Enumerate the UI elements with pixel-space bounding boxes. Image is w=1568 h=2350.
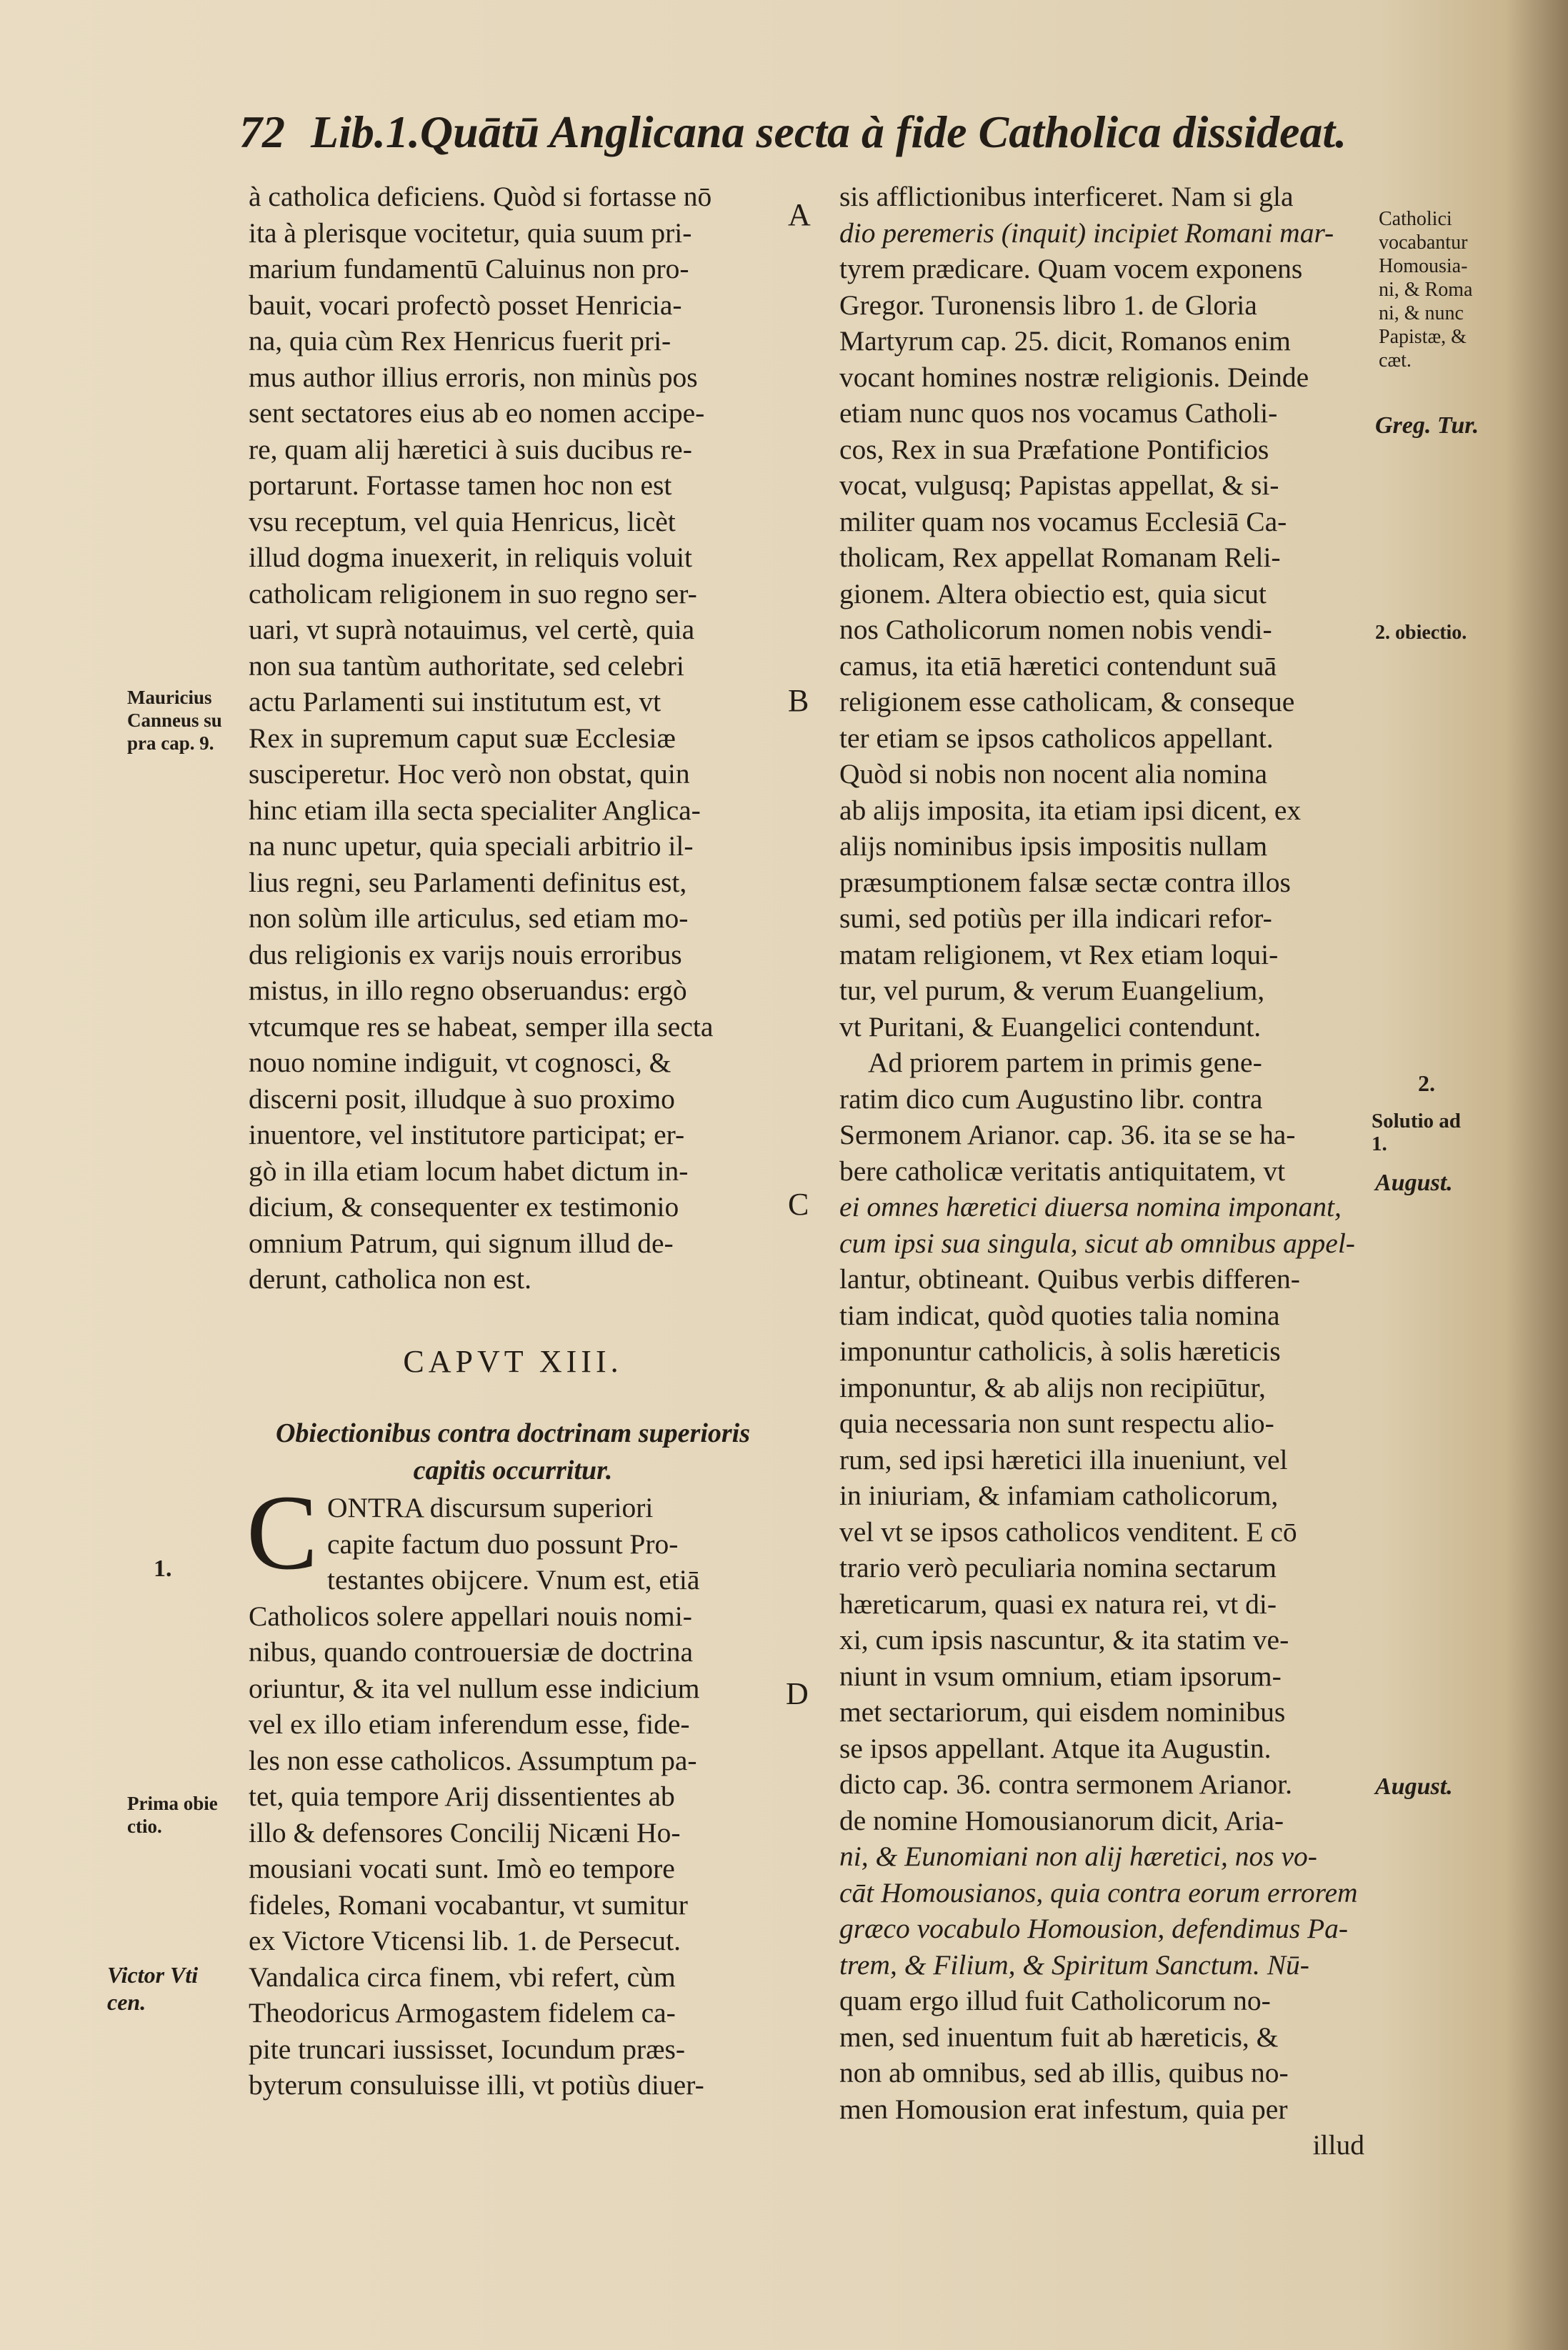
text-line: na nunc upetur, quia speciali arbitrio il- [249,830,694,862]
chapter-subtitle-line: Obiectionibus contra doctrinam superioris [275,1418,751,1448]
text-line: vocat, vulgusq; Papistas appellat, & si- [839,469,1279,501]
text-line: vsu receptum, vel quia Henricus, licèt [249,505,676,537]
text-line: ab alijs imposita, ita etiam ipsi dicent, ex [839,794,1302,826]
running-header [239,100,1397,164]
text-line: inuentore, vel institutore participat; er- [249,1119,685,1150]
text-line: vel vt se ipsos catholicos venditent. E cō [839,1515,1297,1548]
text-line: Gregor. Turonensis libro 1. de Gloria [839,289,1257,321]
margin-note-catholici: Catholici vocabantur Homousia- ni, & Roma ni, & nunc Papistæ, & cæt. [1379,208,1473,372]
text-line: græco vocabulo Homousion, defendimus Pa- [839,1913,1349,1944]
text-line: imponuntur, & ab alijs non recipiūtur, [839,1371,1266,1403]
text-line: trario verò peculiaria nomina sectarum [839,1552,1277,1583]
text-line: vocant homines nostræ religionis. Deinde [839,361,1309,393]
text-line: met sectariorum, qui eisdem nominibus [839,1696,1286,1728]
text-line: Theodoricus Armogastem fidelem ca- [249,1997,676,2028]
text-line: tur, vel purum, & verum Euangelium, [839,975,1265,1006]
text-line: nouo nomine indiguit, vt cognosci, & [249,1047,671,1078]
text-line: ONTRA discursum superiori [327,1492,654,1523]
text-line: les non esse catholicos. Assumptum pa- [249,1744,697,1776]
text-line: tet, quia tempore Arij dissentientes ab [249,1781,675,1812]
text-line: Quòd si nobis non nocent alia nomina [839,758,1267,790]
text-line: Ad priorem partem in primis gene- [868,1047,1262,1078]
text-line: re, quam alij hæretici à suis ducibus re- [249,433,692,465]
text-line: se ipsos appellant. Atque ita Augustin. [839,1732,1272,1764]
text-line: ita à plerisque vocitetur, quia suum pri- [249,216,692,249]
text-line: hinc etiam illa secta specialiter Anglica- [249,794,701,826]
text-line: portarunt. Fortasse tamen hoc non est [249,469,672,501]
margin-note-2: 2. [1418,1070,1435,1096]
text-line: catholicam religionem in suo regno ser- [249,577,697,609]
text-line: tholicam, Rex appellat Romanam Reli- [839,542,1281,573]
text-line: hæreticarum, quasi ex natura rei, vt di- [839,1588,1277,1620]
text-line: byterum consuluisse illi, vt potiùs diuer- [249,2069,704,2101]
text-line: men, sed inuentum fuit ab hæreticis, & [839,2021,1279,2053]
text-line: cāt Homousianos, quia contra eorum errorem [839,1876,1358,1908]
section-mark-b: B [788,683,809,718]
text-line: men Homousion erat infestum, quia per [839,2093,1288,2125]
text-line: alijs nominibus ipsis impositis nullam [839,830,1268,862]
text-line: non sua tantùm authoritate, sed celebri [249,649,684,682]
section-mark-c: C [788,1187,809,1222]
text-line: gionem. Altera obiectio est, quia sicut [839,577,1267,609]
margin-note-august-1: August. [1375,1170,1453,1196]
text-line: illo & defensores Concilij Nicæni Ho- [249,1816,681,1848]
margin-note-victor: Victor Vti cen. [107,1962,199,2015]
text-line: testantes obijcere. Vnum est, etiā [327,1564,700,1595]
page-number: 72 [239,106,285,157]
text-line: matam religionem, vt Rex etiam loqui- [839,938,1279,970]
text-line: ter etiam se ipsos catholicos appellant. [839,722,1274,754]
text-line: nos Catholicorum nomen nobis vendi- [839,614,1272,645]
margin-note-1: 1. [154,1555,172,1582]
text-line: cos, Rex in sua Præfatione Pontificios [839,433,1269,465]
text-line: Catholicos solere appellari nouis nomi- [249,1600,692,1632]
text-line: camus, ita etiā hæretici contendunt suā [839,649,1277,682]
text-line: uari, vt suprà notauimus, vel certè, quia [249,614,695,645]
margin-note-greg: Greg. Tur. [1375,412,1479,439]
text-line: gò in illa etiam locum habet dictum in- [249,1155,689,1187]
text-line: ei omnes hæretici diuersa nomina imponant, [839,1191,1342,1223]
text-line: in iniuriam, & infamiam catholicorum, [839,1480,1279,1511]
section-mark-a: A [788,197,811,232]
text-line: ratim dico cum Augustino libr. contra [839,1082,1263,1115]
text-line: quia necessaria non sunt respectu alio- [839,1408,1274,1439]
catchword: illud [1312,2129,1364,2161]
text-line: imponuntur catholicis, à solis hæreticis [839,1335,1281,1367]
text-line: bauit, vocari profectò posset Henricia- [249,289,682,321]
text-line: rum, sed ipsi hæretici illa inueniunt, vel [839,1443,1288,1475]
text-line: oriuntur, & ita vel nullum esse indicium [249,1672,700,1704]
text-line: xi, cum ipsis nascuntur, & ita statim ve- [839,1624,1289,1656]
margin-note-prima: Prima obie ctio. [127,1793,218,1837]
text-line: cum ipsi sua singula, sicut ab omnibus appel- [839,1227,1355,1259]
text-line: discerni posit, illudque à suo proximo [249,1082,675,1115]
text-line: pite truncari iussisset, Iocundum præs- [249,2033,686,2065]
text-line: de nomine Homousianorum dicit, Aria- [839,1804,1284,1836]
text-line: præsumptionem falsæ sectæ contra illos [839,866,1291,898]
right-column [839,179,1364,2164]
text-line: mousiani vocati sunt. Imò eo tempore [249,1853,675,1884]
drop-capital: C [246,1473,319,1592]
text-line: na, quia cùm Rex Henricus fuerit pri- [249,325,671,357]
text-line: susciperetur. Hoc verò non obstat, quin [249,758,690,790]
text-line: bere catholicæ veritatis antiquitatem, vt [839,1155,1286,1187]
text-line: actu Parlamenti sui institutum est, vt [249,686,661,717]
text-line: mistus, in illo regno obseruandus: ergò [249,975,687,1006]
text-line: Martyrum cap. 25. dicit, Romanos enim [839,325,1291,357]
text-line: vtcumque res se habeat, semper illa secta [249,1010,714,1042]
chapter-subtitle [249,1415,777,1489]
text-line: dicium, & consequenter ex testimonio [249,1191,679,1223]
text-line: lius regni, seu Parlamenti definitus est, [249,866,687,898]
text-line: Sermonem Arianor. cap. 36. ita se se ha- [839,1119,1296,1150]
text-line: derunt, catholica non est. [249,1263,531,1295]
text-line: Vandalica circa finem, vbi refert, cùm [249,1961,676,1993]
text-line: religionem esse catholicam, & conseque [839,686,1295,717]
text-line: vt Puritani, & Euangelici contendunt. [839,1010,1262,1042]
text-line: quam ergo illud fuit Catholicorum no- [839,1985,1271,2016]
text-line: sumi, sed potiùs per illa indicari refor- [839,902,1272,934]
text-line: marium fundamentū Caluinus non pro- [249,253,689,284]
text-line: sis afflictionibus interficeret. Nam si gla [839,181,1294,212]
text-line: lantur, obtineant. Quibus verbis differen- [839,1263,1300,1295]
text-line: non ab omnibus, sed ab illis, quibus no- [839,2057,1289,2088]
section-mark-d: D [786,1676,809,1711]
text-line: non solùm ille articulus, sed etiam mo- [249,902,689,934]
text-line: dicto cap. 36. contra sermonem Arianor. [839,1768,1293,1800]
text-line: niunt in vsum omnium, etiam ipsorum- [839,1660,1282,1692]
margin-note-obiectio2: 2. obiectio. [1375,622,1467,644]
chapter-subtitle-line: capitis occurritur. [413,1455,613,1485]
left-column-bottom [249,1490,777,2103]
text-line: sent sectatores eius ab eo nomen accipe- [249,397,705,429]
left-column-top [249,179,777,1298]
text-line: trem, & Filium, & Spiritum Sanctum. Nū- [839,1948,1309,1981]
running-title: Lib.1.Quātū Anglicana secta à fide Catholica dissideat. [311,106,1347,157]
text-line: illud dogma inuexerit, in reliquis voluit [249,542,692,573]
text-line: tyrem prædicare. Quam vocem exponens [839,253,1303,284]
text-line: dio peremeris (inquit) incipiet Romani mar- [839,216,1334,249]
margin-note-august-2: August. [1375,1773,1453,1800]
text-line: ni, & Eunomiani non alij hæretici, nos vo- [839,1841,1317,1872]
text-line: etiam nunc quos nos vocamus Catholi- [839,397,1278,429]
text-line: mus author illius erroris, non minùs pos [249,361,698,393]
margin-note-canneus: Mauricius Canneus su pra cap. 9. [127,687,222,754]
text-line: fideles, Romani vocabantur, vt sumitur [249,1888,688,1921]
chapter-title: CAPVT XIII. [403,1344,623,1379]
text-line: Rex in supremum caput suæ Ecclesiæ [249,722,676,754]
text-line: tiam indicat, quòd quoties talia nomina [839,1299,1280,1331]
text-line: nibus, quando controuersiæ de doctrina [249,1636,693,1668]
margin-note-solutio: Solutio ad 1. [1372,1110,1461,1155]
text-line: omnium Patrum, qui signum illud de- [249,1227,674,1259]
text-line: capite factum duo possunt Pro- [327,1528,679,1560]
text-line: militer quam nos vocamus Ecclesiā Ca- [839,505,1287,537]
text-line: ex Victore Vticensi lib. 1. de Persecut. [249,1925,681,1956]
text-line: vel ex illo etiam inferendum esse, fide- [249,1708,690,1740]
text-line: à catholica deficiens. Quòd si fortasse nō [249,181,712,212]
text-line: dus religionis ex varijs nouis erroribus [249,938,682,970]
